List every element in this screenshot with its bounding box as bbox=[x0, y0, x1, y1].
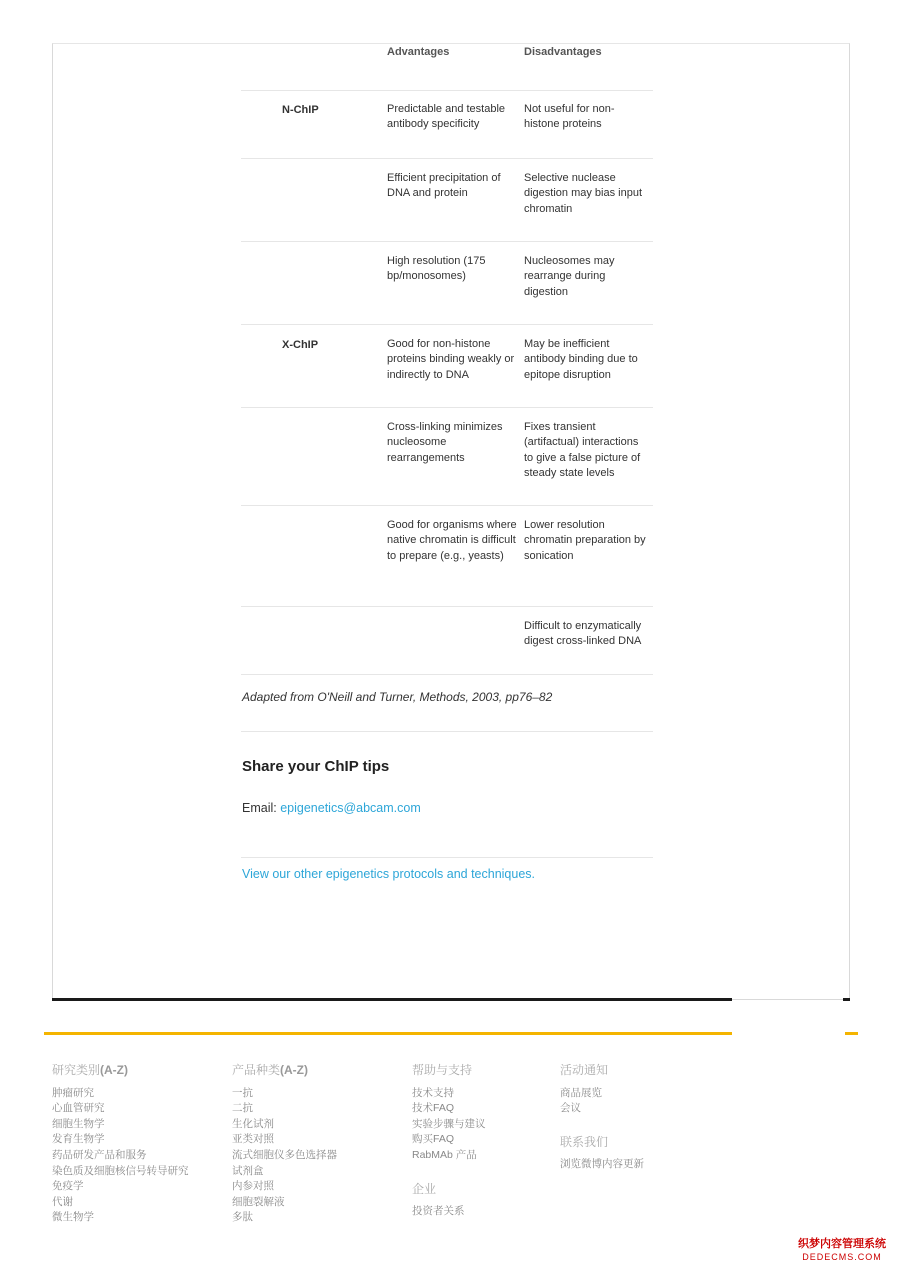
advantage-cell: High resolution (175 bp/monosomes) bbox=[387, 254, 486, 282]
footer-events-heading: 活动通知 bbox=[560, 1063, 609, 1077]
footer-link[interactable]: 试剂盒 bbox=[232, 1164, 264, 1177]
footer-link[interactable]: 技术支持 bbox=[412, 1086, 454, 1099]
footer-link[interactable]: 流式细胞仪多色选择器 bbox=[232, 1148, 337, 1161]
table-row bbox=[241, 324, 653, 407]
footer-research-column bbox=[52, 1063, 189, 1226]
footer-link[interactable]: 生化试剂 bbox=[232, 1117, 274, 1130]
header-advantages: Advantages bbox=[387, 43, 524, 90]
table-row bbox=[241, 90, 653, 158]
footer-link[interactable]: 二抗 bbox=[232, 1102, 253, 1115]
table-header-row bbox=[241, 43, 653, 90]
footer-link[interactable]: 肿瘤研究 bbox=[52, 1086, 94, 1099]
footer-link[interactable]: 药品研发产品和服务 bbox=[52, 1148, 147, 1161]
footer-corporate-heading: 企业 bbox=[412, 1181, 437, 1196]
footer-link[interactable]: 一抗 bbox=[232, 1086, 253, 1099]
footer-link[interactable]: 会议 bbox=[560, 1102, 581, 1115]
advantage-cell: Cross-linking minimizes nucleosome rearrangements bbox=[387, 420, 503, 464]
footer-link[interactable]: 商品展览 bbox=[560, 1086, 602, 1099]
footer-events-column bbox=[560, 1063, 644, 1173]
advantage-cell: Good for non-histone proteins binding weakly or indirectly to DNA bbox=[387, 337, 515, 381]
table-row bbox=[241, 158, 653, 241]
divider bbox=[241, 857, 653, 858]
footer-support-column bbox=[412, 1063, 486, 1220]
watermark-logo: 织梦内容管理系统 DEDECMS.COM bbox=[798, 1238, 886, 1262]
citation-text: Adapted from O'Neill and Turner, Methods, 2003, pp76–82 bbox=[242, 690, 553, 704]
method-label: N-ChIP bbox=[282, 103, 319, 116]
advantage-cell: Predictable and testable antibody specificity bbox=[387, 102, 506, 130]
footer-link[interactable]: 多肽 bbox=[232, 1211, 253, 1224]
table-row bbox=[241, 241, 653, 324]
disadvantage-cell: Difficult to enzymatically digest cross-linked DNA bbox=[524, 619, 642, 647]
footer-link[interactable]: 实验步骤与建议 bbox=[412, 1117, 486, 1130]
footer-link[interactable]: 发育生物学 bbox=[52, 1133, 105, 1146]
email-link[interactable]: epigenetics@abcam.com bbox=[280, 801, 421, 815]
footer-link[interactable]: 购买FAQ bbox=[412, 1133, 455, 1146]
table-row bbox=[241, 407, 653, 505]
panel-bottom-border-end bbox=[843, 998, 850, 1001]
panel-bottom-border bbox=[52, 998, 732, 1001]
chip-comparison-table bbox=[241, 43, 653, 675]
disadvantage-cell: Selective nuclease digestion may bias input chromatin bbox=[524, 171, 643, 215]
table-row bbox=[241, 606, 653, 674]
advantage-cell: Efficient precipitation of DNA and protein bbox=[387, 171, 501, 199]
footer-link[interactable]: 技术FAQ bbox=[412, 1102, 455, 1115]
header-method bbox=[241, 43, 387, 90]
table-row bbox=[241, 505, 653, 606]
disadvantage-cell: Not useful for non-histone proteins bbox=[524, 102, 615, 130]
method-label: X-ChIP bbox=[282, 338, 319, 351]
footer-contact-heading: 联系我们 bbox=[560, 1134, 609, 1149]
footer-link[interactable]: 免疫学 bbox=[52, 1180, 84, 1193]
email-label: Email: bbox=[242, 801, 281, 815]
footer-accent-end bbox=[845, 1032, 858, 1035]
footer-link[interactable]: 代谢 bbox=[52, 1195, 73, 1208]
footer-link[interactable]: 心血管研究 bbox=[52, 1102, 105, 1115]
email-line bbox=[242, 801, 421, 815]
footer-link[interactable]: 染色质及细胞核信号转导研究 bbox=[52, 1164, 189, 1177]
divider bbox=[241, 731, 653, 732]
footer-link[interactable]: 细胞裂解液 bbox=[232, 1195, 285, 1208]
disadvantage-cell: Lower resolution chromatin preparation by sonication bbox=[524, 518, 646, 562]
footer-link[interactable]: 亚类对照 bbox=[232, 1133, 274, 1146]
footer-link[interactable]: 微生物学 bbox=[52, 1211, 94, 1224]
footer-accent-bar bbox=[44, 1032, 732, 1035]
footer-link[interactable]: RabMAb 产品 bbox=[412, 1148, 477, 1161]
disadvantage-cell: Nucleosomes may rearrange during digestion bbox=[524, 254, 615, 298]
other-protocols-link[interactable]: View our other epigenetics protocols and techniques. bbox=[242, 867, 536, 881]
advantage-cell: Good for organisms where native chromatin is difficult to prepare (e.g., yeasts) bbox=[387, 518, 517, 562]
footer-link[interactable]: 细胞生物学 bbox=[52, 1117, 105, 1130]
footer-link[interactable]: 投资者关系 bbox=[412, 1205, 465, 1218]
footer-support-heading: 帮助与支持 bbox=[412, 1063, 473, 1077]
disadvantage-cell: Fixes transient (artifactual) interactions to give a false picture of steady state levels bbox=[524, 420, 641, 479]
share-tips-heading: Share your ChIP tips bbox=[242, 758, 390, 775]
footer-products-column bbox=[232, 1063, 337, 1226]
footer-research-heading: 研究类别(A-Z) bbox=[52, 1063, 128, 1077]
header-disadvantages: Disadvantages bbox=[524, 43, 653, 90]
disadvantage-cell: May be inefficient antibody binding due to epitope disruption bbox=[524, 337, 638, 381]
footer-link[interactable]: 内参对照 bbox=[232, 1180, 274, 1193]
footer-link[interactable]: 浏览微博内容更新 bbox=[560, 1158, 644, 1171]
footer-products-heading: 产品种类(A-Z) bbox=[232, 1063, 308, 1077]
